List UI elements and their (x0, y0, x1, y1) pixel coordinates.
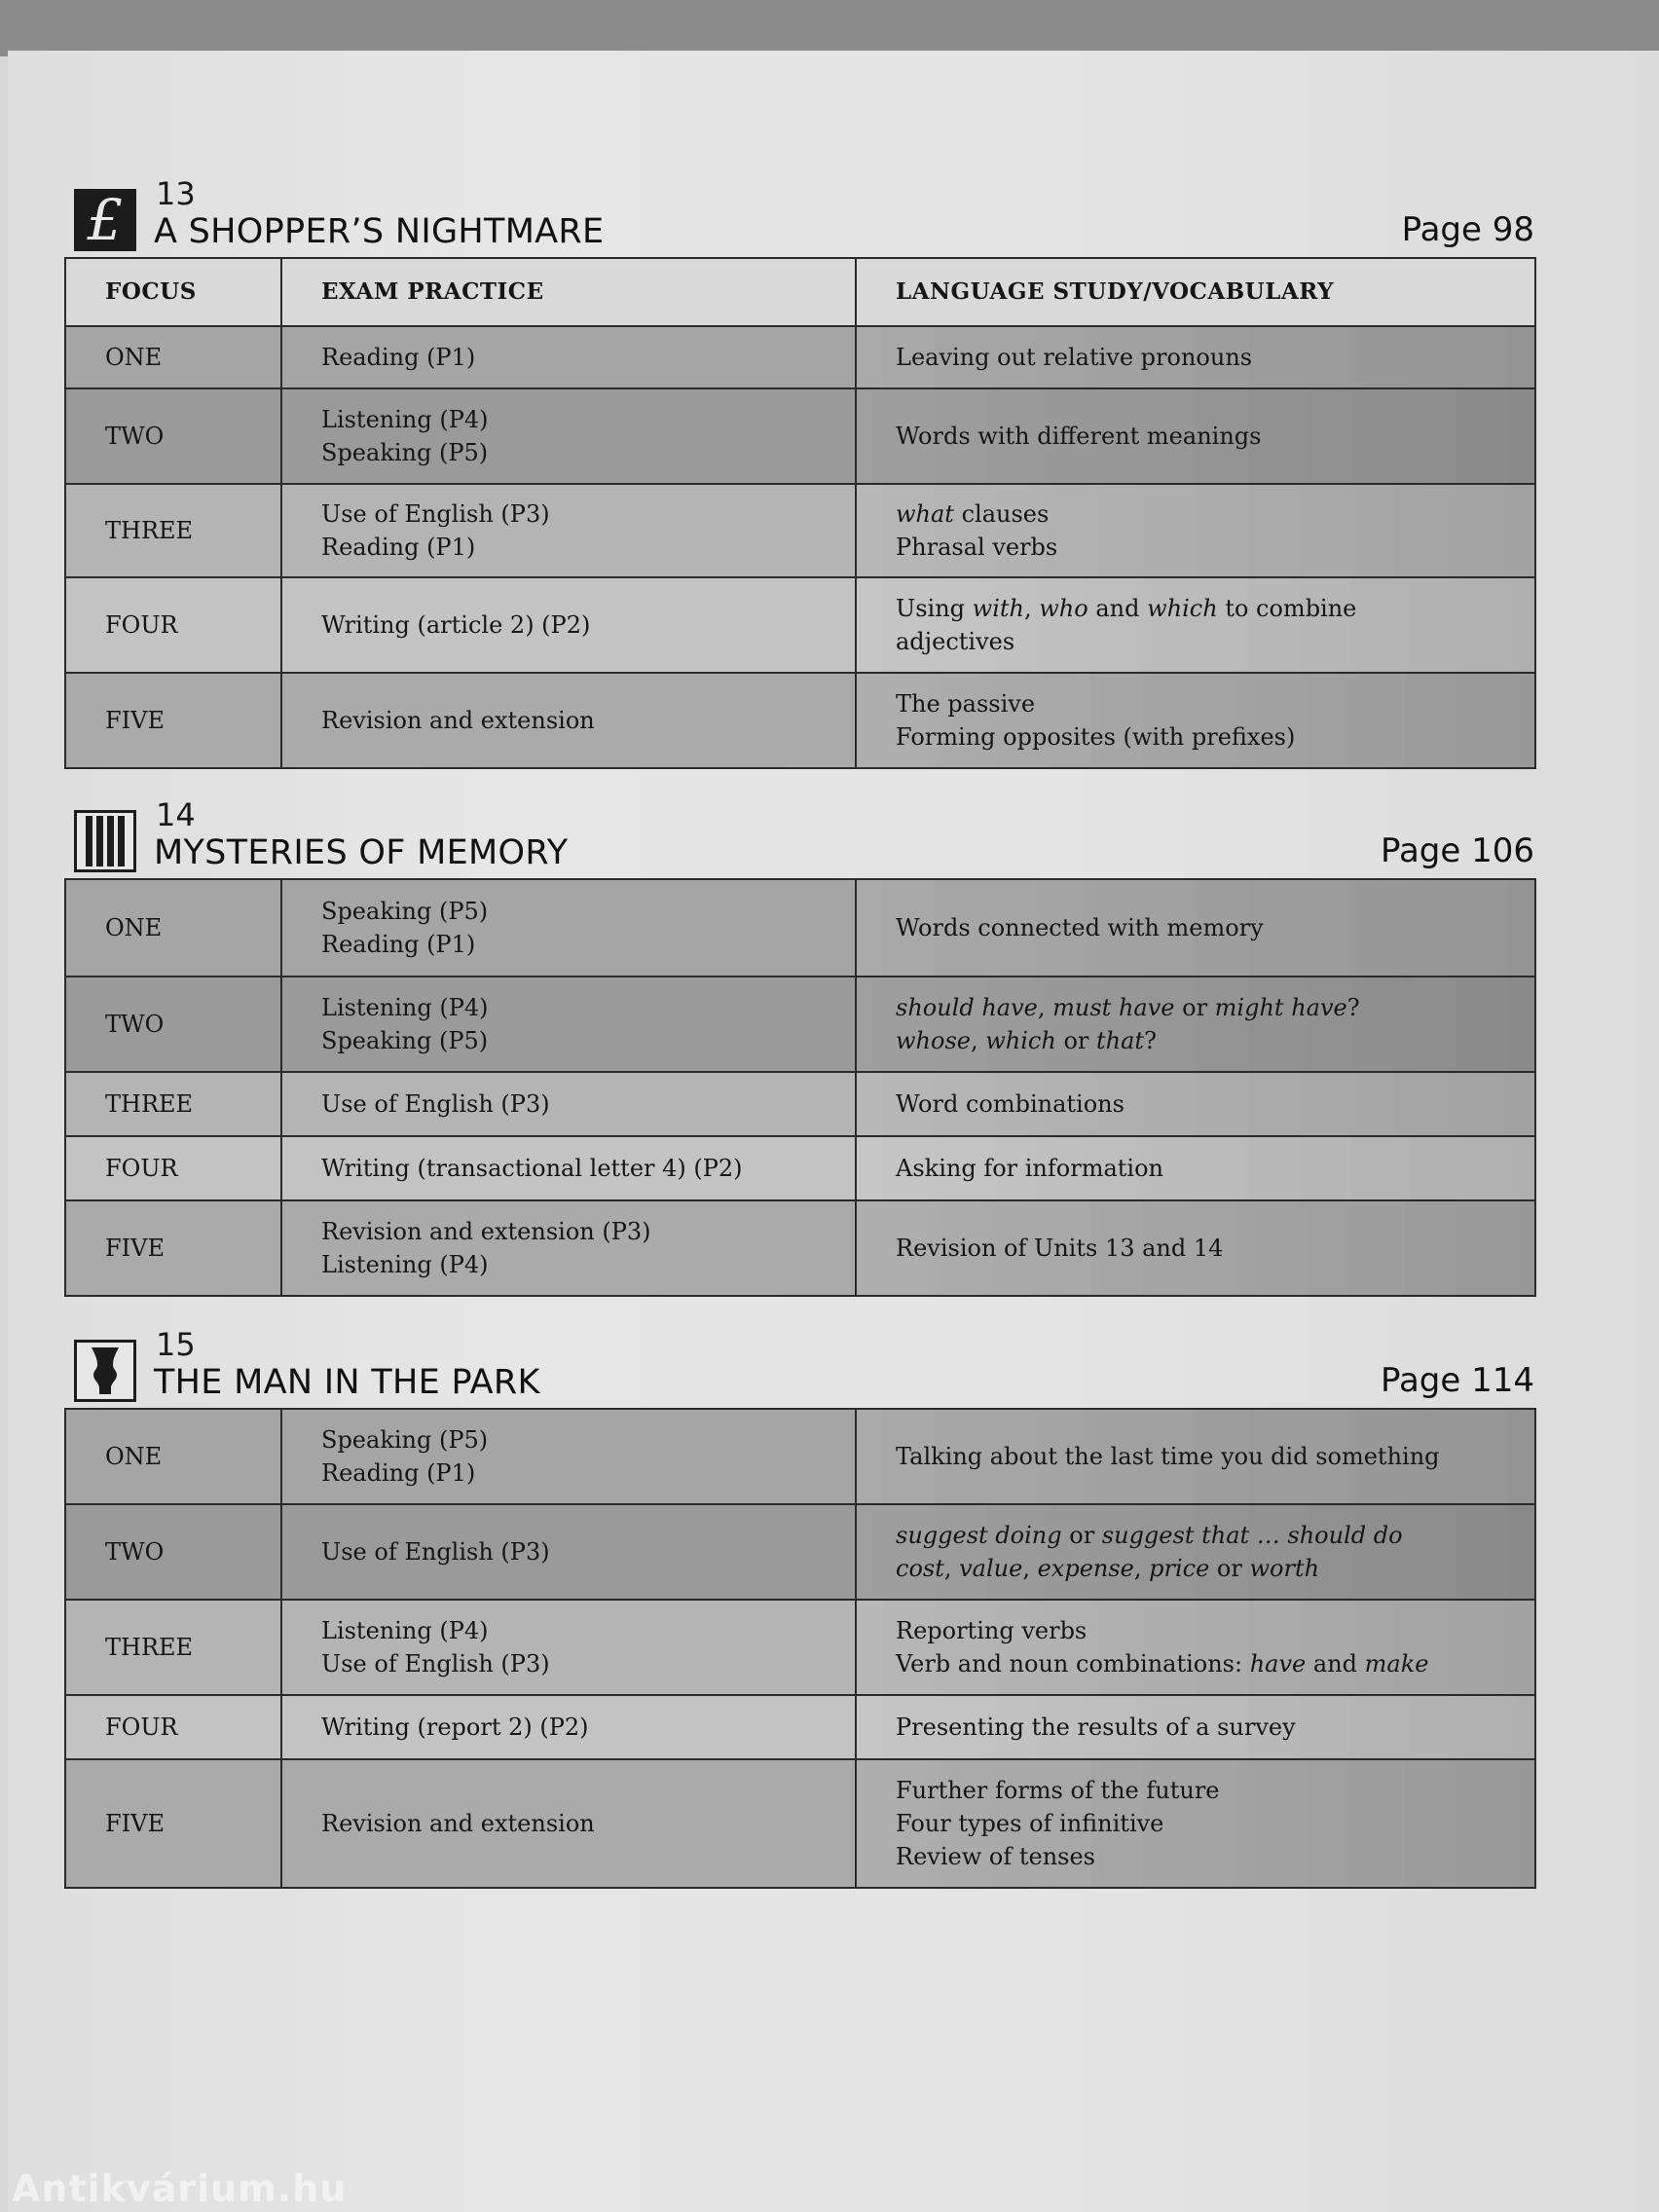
text-segment: Review of tenses (896, 1843, 1095, 1870)
exam-practice-cell (281, 577, 856, 673)
focus-cell: ONE (65, 1409, 281, 1504)
exam-practice-line: Use of English (P3) (321, 500, 550, 528)
table-row (65, 326, 1535, 388)
focus-cell: FIVE (65, 1200, 281, 1296)
table-row (65, 577, 1535, 673)
text-segment: Leaving out relative pronouns (896, 344, 1253, 371)
text-segment: Word combinations (896, 1090, 1124, 1118)
text-segment: or (1209, 1555, 1250, 1582)
focus-cell: FIVE (65, 673, 281, 768)
exam-practice-cell (281, 1409, 856, 1504)
text-segment: , (970, 1027, 986, 1054)
exam-practice-line: Revision and extension (321, 707, 595, 734)
text-segment: Revision of Units 13 and 14 (896, 1235, 1224, 1262)
unit-title: MYSTERIES OF MEMORY (154, 833, 569, 872)
italic-term: who (1039, 595, 1088, 622)
text-segment: ? (1346, 994, 1360, 1021)
language-study-cell (856, 1136, 1535, 1200)
exam-practice-line: Speaking (P5) (321, 1426, 489, 1454)
language-study-line (896, 498, 1495, 531)
language-study-cell (856, 1504, 1535, 1600)
exam-practice-cell (281, 1504, 856, 1600)
exam-practice-cell (281, 484, 856, 577)
focus-cell: ONE (65, 879, 281, 977)
exam-practice-line: Reading (P1) (321, 534, 476, 561)
focus-cell: FOUR (65, 1136, 281, 1200)
language-study-cell (856, 577, 1535, 673)
exam-practice-line: Writing (transactional letter 4) (P2) (321, 1155, 743, 1182)
italic-term: price (1149, 1555, 1210, 1582)
table-header-row (65, 258, 1535, 326)
unit-header (64, 796, 1534, 878)
language-study-cell (856, 673, 1535, 768)
unit-title: THE MAN IN THE PARK (154, 1363, 540, 1402)
italic-term: suggest that … should do (1101, 1522, 1403, 1549)
table-row (65, 879, 1535, 977)
exam-practice-line: Use of English (P3) (321, 1538, 550, 1566)
text-segment: Words with different meanings (896, 423, 1262, 450)
exam-practice-line: Reading (P1) (321, 931, 476, 958)
language-study-line (896, 1807, 1495, 1840)
text-segment: to combine (1217, 595, 1357, 622)
unit-page-ref: Page 114 (1380, 1361, 1534, 1400)
text-segment: , (1037, 994, 1053, 1021)
focus-cell: THREE (65, 484, 281, 577)
language-study-line (896, 911, 1495, 944)
text-segment: , (1022, 1555, 1038, 1582)
exam-practice-cell (281, 1136, 856, 1200)
exam-practice-line: Use of English (P3) (321, 1090, 550, 1118)
italic-term: make (1364, 1650, 1429, 1677)
italic-term: what (896, 500, 954, 528)
table-row (65, 673, 1535, 768)
text-segment: Presenting the results of a survey (896, 1714, 1296, 1741)
language-study-line (896, 1614, 1495, 1647)
exam-practice-line: Listening (P4) (321, 1617, 489, 1644)
language-study-line (896, 1024, 1495, 1057)
unit-table (64, 1408, 1536, 1889)
exam-practice-cell (281, 1600, 856, 1695)
text-segment: Words connected with memory (896, 914, 1264, 941)
text-segment: , (1024, 595, 1040, 622)
language-study-line (896, 1840, 1495, 1873)
exam-practice-line: Speaking (P5) (321, 439, 489, 466)
table-row (65, 977, 1535, 1072)
text-segment: and (1306, 1650, 1365, 1677)
text-segment: Verb and noun combinations: (896, 1650, 1250, 1677)
language-study-cell (856, 977, 1535, 1072)
table-row (65, 1072, 1535, 1136)
text-segment: or (1055, 1027, 1096, 1054)
focus-cell: FOUR (65, 1695, 281, 1759)
text-segment: adjectives (896, 628, 1015, 655)
focus-cell: THREE (65, 1600, 281, 1695)
language-study-cell (856, 1759, 1535, 1888)
exam-practice-cell (281, 1072, 856, 1136)
language-study-cell (856, 1600, 1535, 1695)
language-study-line (896, 1552, 1495, 1585)
language-study-line (896, 1647, 1495, 1680)
exam-practice-cell (281, 326, 856, 388)
exam-practice-line: Reading (P1) (321, 1459, 476, 1487)
italic-term: expense (1037, 1555, 1134, 1582)
desk-background (0, 0, 1659, 56)
focus-cell: TWO (65, 388, 281, 484)
unit-header (64, 1326, 1534, 1408)
text-segment: Four types of infinitive (896, 1810, 1164, 1837)
exam-practice-cell (281, 977, 856, 1072)
text-segment: or (1174, 994, 1215, 1021)
language-study-line (896, 1152, 1495, 1185)
exam-practice-cell (281, 388, 856, 484)
language-study-line (896, 341, 1495, 374)
table-row (65, 1504, 1535, 1600)
focus-cell: FIVE (65, 1759, 281, 1888)
italic-term: might have (1214, 994, 1347, 1021)
unit-page-ref: Page 106 (1380, 831, 1534, 870)
pound-sign-icon: £ (74, 189, 136, 251)
unit-number: 14 (156, 796, 196, 833)
language-study-cell (856, 388, 1535, 484)
exam-practice-line: Listening (P4) (321, 994, 489, 1021)
text-segment: and (1088, 595, 1148, 622)
language-study-line (896, 1519, 1495, 1552)
text-segment: Phrasal verbs (896, 534, 1058, 561)
unit-table (64, 878, 1536, 1297)
italic-term: have (1249, 1650, 1307, 1677)
exam-practice-line: Listening (P4) (321, 406, 489, 433)
language-study-line (896, 1440, 1495, 1473)
unit-13 (64, 175, 1534, 769)
language-study-line (896, 625, 1495, 658)
italic-term: which (1147, 595, 1218, 622)
italic-term: whose (896, 1027, 971, 1054)
table-row (65, 1759, 1535, 1888)
focus-cell: FOUR (65, 577, 281, 673)
header-exam-practice: EXAM PRACTICE (281, 258, 856, 326)
italic-term: value (959, 1555, 1023, 1582)
unit-number: 15 (156, 1326, 196, 1363)
language-study-cell (856, 1695, 1535, 1759)
text-segment: Using (896, 595, 973, 622)
exam-practice-line: Revision and extension (P3) (321, 1218, 651, 1245)
header-language-study: LANGUAGE STUDY/VOCABULARY (856, 258, 1535, 326)
table-row (65, 1136, 1535, 1200)
italic-term: worth (1249, 1555, 1320, 1582)
header-focus: FOCUS (65, 258, 281, 326)
italic-term: must have (1052, 994, 1175, 1021)
exam-practice-line: Reading (P1) (321, 344, 476, 371)
exam-practice-line: Listening (P4) (321, 1251, 489, 1278)
text-segment: Asking for information (896, 1155, 1163, 1182)
focus-cell: TWO (65, 1504, 281, 1600)
unit-title: A SHOPPER’S NIGHTMARE (154, 212, 605, 251)
language-study-cell (856, 1072, 1535, 1136)
language-study-cell (856, 326, 1535, 388)
text-segment: , (943, 1555, 960, 1582)
text-segment: Further forms of the future (896, 1777, 1220, 1804)
table-row (65, 1600, 1535, 1695)
vertical-bars-icon (74, 810, 136, 872)
text-segment: or (1061, 1522, 1102, 1549)
focus-cell: ONE (65, 326, 281, 388)
language-study-line (896, 687, 1495, 720)
italic-term: cost (896, 1555, 944, 1582)
italic-term: suggest doing (896, 1522, 1062, 1549)
exam-practice-cell (281, 1759, 856, 1888)
italic-term: should have (896, 994, 1038, 1021)
text-segment: Forming opposites (with prefixes) (896, 723, 1296, 751)
language-study-cell (856, 879, 1535, 977)
vase-faces-icon (74, 1340, 136, 1402)
text-segment: Reporting verbs (896, 1617, 1088, 1644)
text-segment: Talking about the last time you did something (896, 1443, 1440, 1470)
exam-practice-line: Writing (article 2) (P2) (321, 611, 591, 639)
focus-cell: THREE (65, 1072, 281, 1136)
focus-cell: TWO (65, 977, 281, 1072)
unit-header (64, 175, 1534, 257)
unit-15 (64, 1326, 1534, 1889)
exam-practice-line: Use of English (P3) (321, 1650, 550, 1677)
table-row (65, 1409, 1535, 1504)
italic-term: with (972, 595, 1024, 622)
language-study-line (896, 720, 1495, 754)
language-study-line (896, 1711, 1495, 1744)
language-study-line (896, 420, 1495, 453)
language-study-line (896, 531, 1495, 564)
language-study-cell (856, 484, 1535, 577)
unit-14 (64, 796, 1534, 1297)
text-segment: The passive (896, 690, 1036, 718)
text-segment: ? (1144, 1027, 1157, 1054)
italic-term: that (1096, 1027, 1145, 1054)
text-segment: clauses (953, 500, 1050, 528)
language-study-line (896, 991, 1495, 1024)
table-row (65, 484, 1535, 577)
exam-practice-line: Writing (report 2) (P2) (321, 1714, 589, 1741)
exam-practice-line: Speaking (P5) (321, 898, 489, 925)
text-segment: , (1133, 1555, 1150, 1582)
unit-table (64, 257, 1536, 769)
exam-practice-cell (281, 673, 856, 768)
language-study-line (896, 1088, 1495, 1121)
language-study-line (896, 1774, 1495, 1807)
table-row (65, 1200, 1535, 1296)
language-study-cell (856, 1200, 1535, 1296)
exam-practice-cell (281, 1695, 856, 1759)
language-study-line (896, 592, 1495, 625)
exam-practice-cell (281, 879, 856, 977)
table-row (65, 388, 1535, 484)
exam-practice-line: Speaking (P5) (321, 1027, 489, 1054)
table-row (65, 1695, 1535, 1759)
unit-number: 13 (156, 175, 196, 212)
language-study-line (896, 1232, 1495, 1265)
exam-practice-cell (281, 1200, 856, 1296)
exam-practice-line: Revision and extension (321, 1810, 595, 1837)
language-study-cell (856, 1409, 1535, 1504)
unit-page-ref: Page 98 (1401, 210, 1534, 249)
italic-term: which (985, 1027, 1056, 1054)
watermark: Antikvárium.hu (12, 2167, 348, 2210)
